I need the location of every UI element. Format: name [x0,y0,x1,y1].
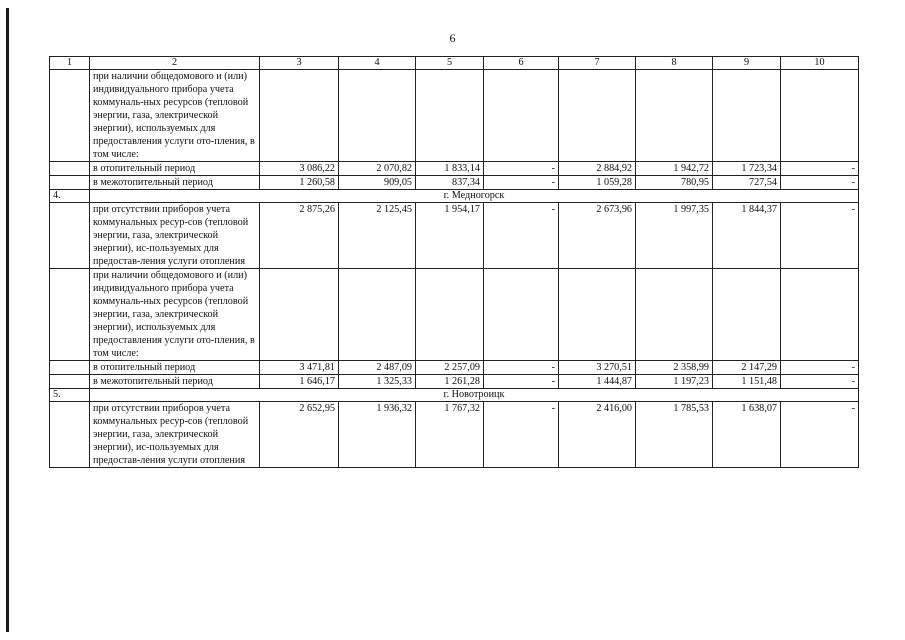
column-number: 3 [260,57,339,70]
value-cell: - [781,402,859,468]
value-cell [484,269,559,361]
value-cell [636,269,713,361]
row-number-cell [50,176,90,190]
value-cell: 1 260,58 [260,176,339,190]
header-row [50,57,859,70]
value-cell: - [484,375,559,389]
column-number: 9 [713,57,781,70]
value-cell [484,70,559,162]
value-cell: 1 151,48 [713,375,781,389]
row-number-cell [50,162,90,176]
value-cell: 2 125,45 [339,203,416,269]
value-cell: 1 444,87 [559,375,636,389]
value-cell: - [484,176,559,190]
value-cell: - [484,402,559,468]
table-row [50,70,859,162]
section-number: 5. [50,389,90,402]
column-number: 6 [484,57,559,70]
value-cell [559,269,636,361]
column-number: 7 [559,57,636,70]
value-cell: 1 197,23 [636,375,713,389]
value-cell [713,70,781,162]
value-cell: 909,05 [339,176,416,190]
value-cell: - [781,361,859,375]
table-row [50,375,859,389]
value-cell: 1 844,37 [713,203,781,269]
value-cell: 1 936,32 [339,402,416,468]
column-number: 5 [416,57,484,70]
value-cell: 1 723,34 [713,162,781,176]
value-cell: - [484,162,559,176]
value-cell [339,70,416,162]
section-title: г. Медногорск [90,190,859,203]
value-cell: 780,95 [636,176,713,190]
column-number: 2 [90,57,260,70]
value-cell: 837,34 [416,176,484,190]
column-number: 1 [50,57,90,70]
value-cell: - [781,176,859,190]
value-cell: - [484,203,559,269]
value-cell: 1 325,33 [339,375,416,389]
value-cell: 1 833,14 [416,162,484,176]
value-cell: 2 257,09 [416,361,484,375]
value-cell: 2 652,95 [260,402,339,468]
column-number: 10 [781,57,859,70]
tariff-table [49,56,859,468]
value-cell: - [781,162,859,176]
row-description: в отопительный период [90,361,260,375]
row-description: в межотопительный период [90,375,260,389]
table-row [50,269,859,361]
section-row [50,190,859,203]
value-cell [781,269,859,361]
row-description: в отопительный период [90,162,260,176]
value-cell: - [484,361,559,375]
row-number-cell [50,402,90,468]
value-cell: 3 270,51 [559,361,636,375]
value-cell: 1 942,72 [636,162,713,176]
table-row [50,203,859,269]
table-row [50,402,859,468]
section-title: г. Новотроицк [90,389,859,402]
value-cell: 727,54 [713,176,781,190]
row-number-cell [50,269,90,361]
value-cell: 3 086,22 [260,162,339,176]
value-cell [559,70,636,162]
value-cell [781,70,859,162]
value-cell: - [781,375,859,389]
row-description: при отсутствии приборов учета коммунальных ресур-сов (тепловой энергии, газа, электрической энергии), ис-пользуемых для предостав-ления услуги отопления [90,203,260,269]
value-cell: 2 147,29 [713,361,781,375]
value-cell [416,70,484,162]
value-cell: - [781,203,859,269]
value-cell: 2 875,26 [260,203,339,269]
row-number-cell [50,361,90,375]
value-cell [416,269,484,361]
value-cell [260,269,339,361]
table-row [50,162,859,176]
value-cell [260,70,339,162]
value-cell: 1 059,28 [559,176,636,190]
row-number-cell [50,203,90,269]
row-number-cell [50,375,90,389]
value-cell: 1 261,28 [416,375,484,389]
value-cell: 1 638,07 [713,402,781,468]
value-cell [713,269,781,361]
value-cell: 1 997,35 [636,203,713,269]
value-cell: 1 785,53 [636,402,713,468]
value-cell: 1 767,32 [416,402,484,468]
value-cell: 2 070,82 [339,162,416,176]
row-description: при наличии общедомового и (или) индивидуального прибора учета коммуналь-ных ресурсов (тепловой энергии, газа, электрической энергии), используемых для предоставления услуги ото-пления, в том числе: [90,70,260,162]
row-description: при отсутствии приборов учета коммунальных ресур-сов (тепловой энергии, газа, электрической энергии), ис-пользуемых для предостав-ления услуги отопления [90,402,260,468]
table-row [50,361,859,375]
table-row [50,176,859,190]
column-number: 8 [636,57,713,70]
section-row [50,389,859,402]
table-body [50,57,859,468]
value-cell: 2 358,99 [636,361,713,375]
value-cell: 2 673,96 [559,203,636,269]
value-cell: 1 646,17 [260,375,339,389]
scan-edge-line [6,8,9,632]
page-number: 6 [449,31,456,45]
value-cell [636,70,713,162]
row-description: в межотопительный период [90,176,260,190]
row-description: при наличии общедомового и (или) индивидуального прибора учета коммуналь-ных ресурсов (тепловой энергии, газа, электрической энергии), используемых для предоставления услуги ото-пления, в том числе: [90,269,260,361]
section-number: 4. [50,190,90,203]
value-cell: 3 471,81 [260,361,339,375]
value-cell [339,269,416,361]
value-cell: 2 884,92 [559,162,636,176]
value-cell: 2 487,09 [339,361,416,375]
value-cell: 2 416,00 [559,402,636,468]
value-cell: 1 954,17 [416,203,484,269]
row-number-cell [50,70,90,162]
column-number: 4 [339,57,416,70]
